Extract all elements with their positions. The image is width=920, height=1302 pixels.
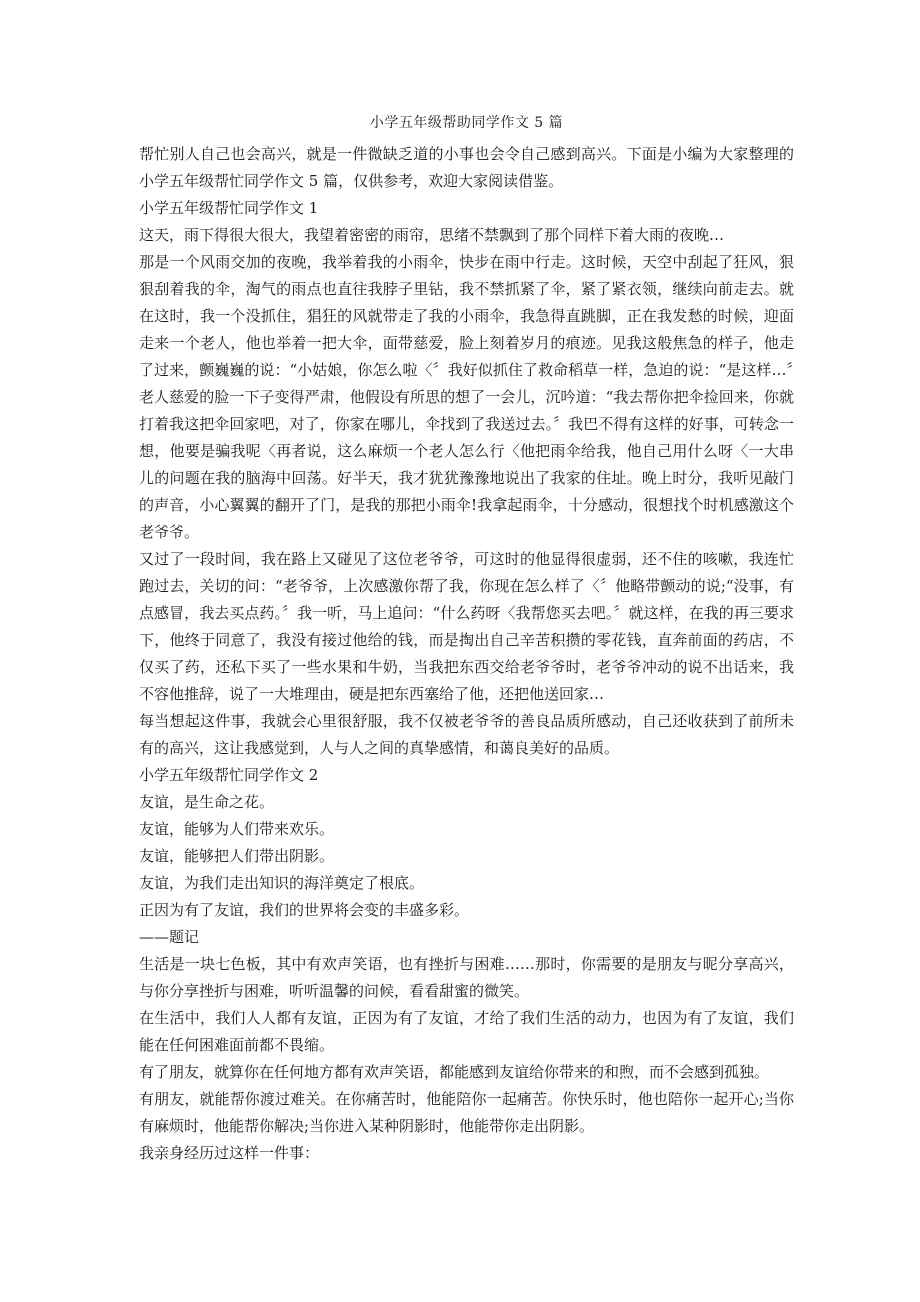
essay-2-paragraph: 友谊，能够把人们带出阴影。 <box>139 847 335 865</box>
essay-2-paragraph: 正因为有了友谊，我们的世界将会变的丰盛多彩。 <box>139 901 470 919</box>
essay-2-heading: 小学五年级帮忙同学作文 2 <box>139 766 319 784</box>
document-page <box>139 112 794 1167</box>
essay-1-paragraph: 每当想起这件事，我就会心里很舒服，我不仅被老爷爷的善良品质所感动，自己还收获到了前所未有的高兴，这让我感觉到，人与人之间的真挚感情，和蔼良美好的品质。 <box>139 712 794 757</box>
essay-2-paragraph: 有朋友，就能帮你渡过难关。在你痛苦时，他能陪你一起痛苦。你快乐时，他也陪你一起开心;当你有麻烦时，他能帮你解决;当你进入某种阴影时，他能带你走出阴影。 <box>139 1090 794 1135</box>
document-title: 小学五年级帮助同学作文 5 篇 <box>369 115 564 131</box>
intro-paragraph: 帮忙别人自己也会高兴，就是一件微缺乏道的小事也会令自己感到高兴。下面是小编为大家整理的小学五年级帮忙同学作文 5 篇，仅供参考，欢迎大家阅读借鉴。 <box>139 145 794 190</box>
essay-2-paragraph: 有了朋友，就算你在任何地方都有欢声笑语，都能感到友谊给你带来的和煦，而不会感到孤独。 <box>139 1063 770 1081</box>
essay-2-paragraph: 友谊，能够为人们带来欢乐。 <box>139 820 335 838</box>
essay-2-paragraph: 友谊，为我们走出知识的海洋奠定了根底。 <box>139 874 425 892</box>
essay-2-paragraph: 我亲身经历过这样一件事： <box>139 1144 320 1162</box>
essay-2-paragraph: 在生活中，我们人人都有友谊，正因为有了友谊，才给了我们生活的动力，也因为有了友谊，我们能在任何困难面前都不畏缩。 <box>139 1009 794 1054</box>
essay-1-heading: 小学五年级帮忙同学作文 1 <box>139 199 319 217</box>
essay-2-paragraph: 友谊，是生命之花。 <box>139 793 275 811</box>
essay-1-paragraph: 那是一个风雨交加的夜晚，我举着我的小雨伞，快步在雨中行走。这时候，天空中刮起了狂风，狠狠刮着我的伞，淘气的雨点也直往我脖子里钻，我不禁抓紧了伞，紧了紧衣领，继续向前走去。就在这时，我一个没抓住，猖狂的风就带走了我的小雨伞，我急得直跳脚，正在我发愁的时候，迎面走来一个老人，他也举着一把大伞，面带慈爱，脸上刻着岁月的痕迹。见我这般焦急的样子，他走了过来，颤巍巍的说：“小姑娘，你怎么啦〈〞我好似抓住了救命稻草一样，急迫的说：“是这样…〞老人慈爱的脸一下子变得严肃，他假设有所思的想了一会儿，沉吟道：“我去帮你把伞捡回来，你就打着我这把伞回家吧，对了，你家在哪儿，伞找到了我送过去。〞我巴不得有这样的好事，可转念一想，他要是骗我呢〈再者说，这么麻烦一个老人怎么行〈他把雨伞给我，他自己用什么呀〈一大串儿的问题在我的脑海中回荡。好半天，我才犹犹豫豫地说出了我家的住址。晚上时分，我听见敲门的声音，小心翼翼的翻开了门，是我的那把小雨伞!我拿起雨伞，十分感动，很想找个时机感激这个老爷爷。 <box>139 253 794 541</box>
essay-2-paragraph: 生活是一块七色板，其中有欢声笑语，也有挫折与困难……那时，你需要的是朋友与昵分享高兴，与你分享挫折与困难，听听温馨的问候，看看甜蜜的微笑。 <box>139 955 794 1000</box>
epigraph-attribution: ——题记 <box>139 928 200 946</box>
essay-1-paragraph: 这天，雨下得很大很大，我望着密密的雨帘，思绪不禁飘到了那个同样下着大雨的夜晚… <box>139 226 725 244</box>
essay-1-paragraph: 又过了一段时间，我在路上又碰见了这位老爷爷，可这时的他显得很虚弱，还不住的咳嗽，我连忙跑过去，关切的问：“老爷爷，上次感激你帮了我，你现在怎么样了〈〞他略带颤动的说;“没事，有点感冒，我去买点药。〞我一听，马上追问：“什么药呀〈我帮您买去吧。〞就这样，在我的再三要求下，他终于同意了，我没有接过他给的钱，而是掏出自己辛苦积攒的零花钱，直奔前面的药店，不仅买了药，还私下买了一些水果和牛奶，当我把东西交给老爷爷时，老爷爷冲动的说不出话来，我不容他推辞，说了一大堆理由，硬是把东西塞给了他，还把他送回家… <box>139 550 794 703</box>
